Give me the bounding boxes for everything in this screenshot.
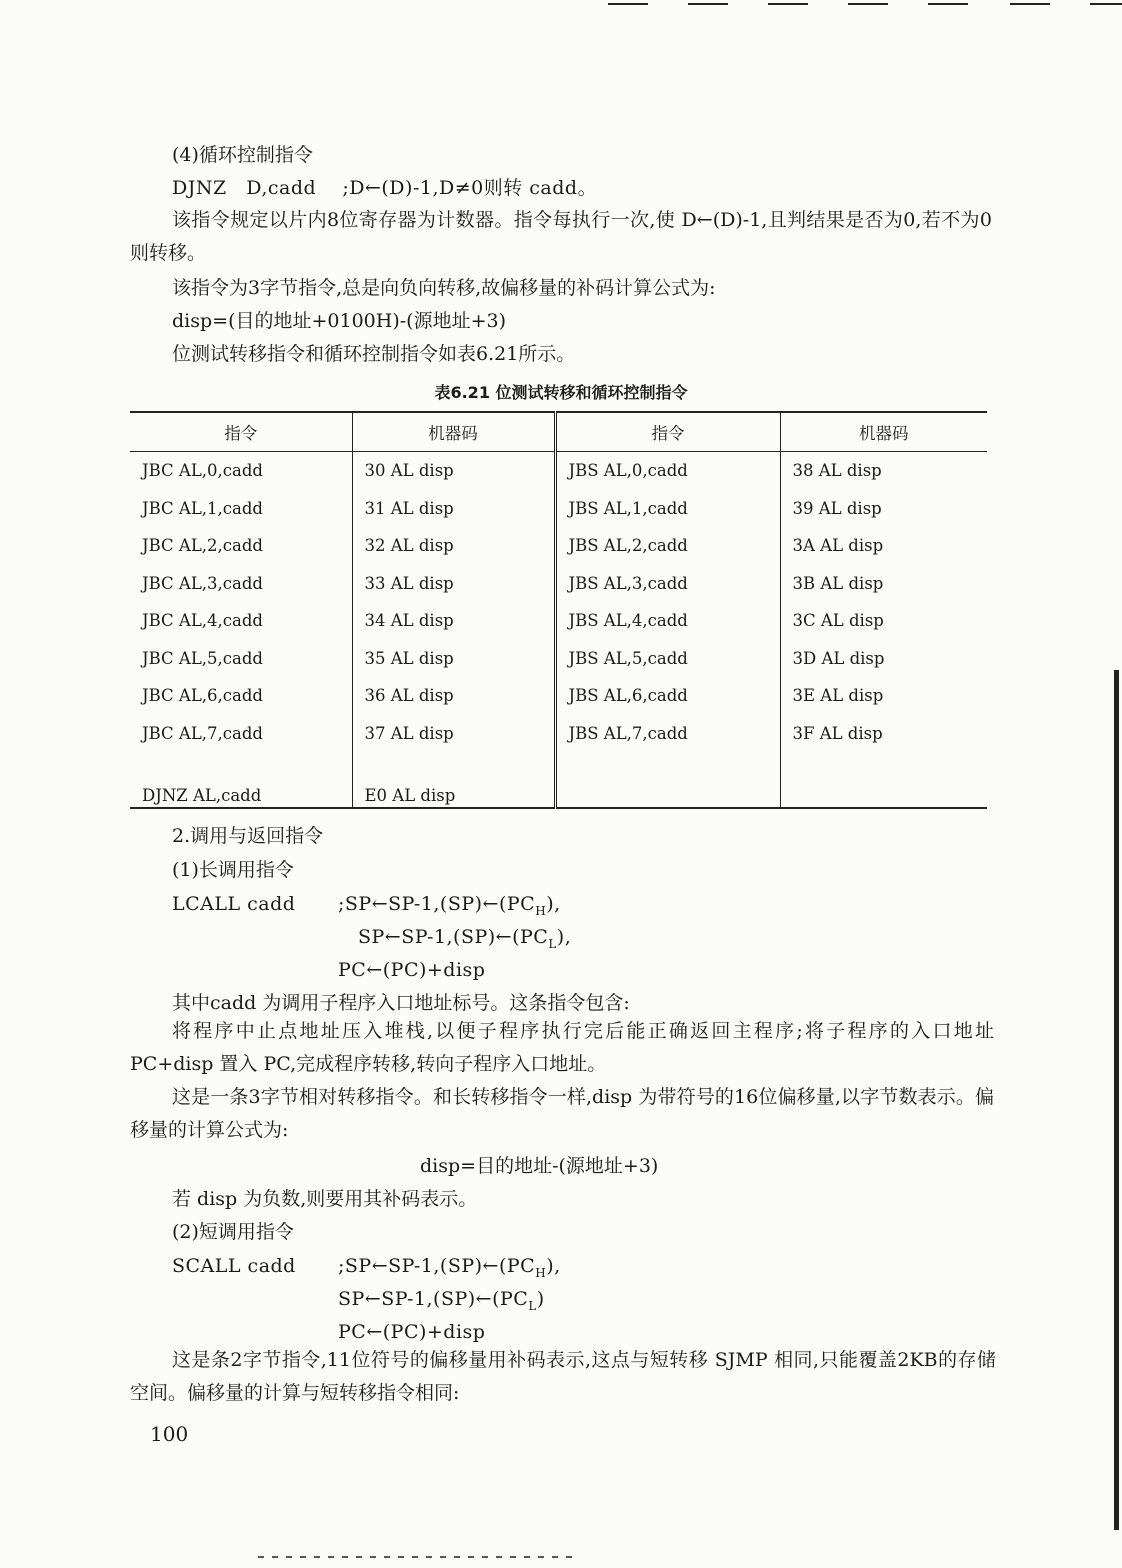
paragraph-push-stack: 将程序中止点地址压入堆栈,以便子程序执行完后能正确返回主程序;将子程序的入口地址 PC+disp 置入 PC,完成程序转移,转向子程序入口地址。 [130,1020,994,1075]
table-cell: JBC AL,6,cadd [142,686,263,706]
header-machine-code: 机器码 [352,412,555,452]
instruction-table [130,411,987,809]
lcall-line-2-end: ), [556,926,572,948]
paragraph-negative-disp: 若 disp 为负数,则要用其补码表示。 [172,1188,478,1210]
table-intro: 位测试转移指令和循环控制指令如表6.21所示。 [172,343,576,365]
subsection-long-call-title: (1)长调用指令 [172,859,294,881]
table-cell: 37 AL disp [352,715,555,753]
table-row [130,452,987,490]
table-cell: JBS AL,7,cadd [555,715,780,753]
table-cell: 3B AL disp [780,565,987,603]
table-cell: 3E AL disp [780,677,987,715]
scall-operation-line-3: PC←(PC)+disp [338,1321,486,1343]
table-cell: 34 AL disp [352,602,555,640]
disp-formula: disp=目的地址-(源地址+3) [420,1155,659,1177]
table-cell: JBS AL,4,cadd [555,602,780,640]
page-number: 100 [150,1422,189,1446]
scall-line-2-subscript: L [528,1298,537,1313]
table-cell: JBS AL,2,cadd [555,527,780,565]
scall-line-1-end: ), [546,1255,561,1277]
scall-line-1-text: ;SP←SP-1,(SP)←(PC [338,1255,536,1277]
djnz-syntax: DJNZ D,cadd ;D←(D)-1,D≠0则转 cadd。 [172,177,598,199]
scall-line-1-subscript: H [535,1265,547,1280]
table-caption: 表6.21 位测试转移和循环控制指令 [434,383,688,402]
scall-line-2-text: SP←SP-1,(SP)←(PC [338,1288,529,1310]
table-cell: 3F AL disp [780,715,987,753]
table-cell: JBS AL,0,cadd [555,452,780,490]
table-row [130,490,987,528]
table-cell: JBS AL,6,cadd [555,677,780,715]
table-cell: 30 AL disp [352,452,555,490]
subsection-short-call-title: (2)短调用指令 [172,1221,294,1243]
table-cell: JBC AL,7,cadd [142,723,263,743]
lcall-line-1-end: ), [546,893,561,915]
table-cell: 3C AL disp [780,602,987,640]
table-cell: 38 AL disp [780,452,987,490]
table-cell [555,752,780,808]
table-row [130,715,987,753]
table-cell: E0 AL disp [352,752,555,808]
table-cell: 32 AL disp [352,527,555,565]
table-cell [780,752,987,808]
top-edge-marks [600,0,1122,6]
lcall-line-1-subscript: H [535,903,547,918]
paragraph-djnz-description: 该指令规定以片内8位寄存器为计数器。指令每执行一次,使 D←(D)-1,且判结果是否为0,若不为0则转移。 [130,209,992,264]
table-row [130,752,987,808]
table-cell: 35 AL disp [352,640,555,678]
lcall-line-1-text: ;SP←SP-1,(SP)←(PC [338,893,536,915]
table-cell: JBC AL,5,cadd [142,648,263,668]
table-cell: JBS AL,3,cadd [555,565,780,603]
section-2-title: 2.调用与返回指令 [172,825,324,847]
lcall-operation-line-1 [338,892,561,923]
header-instruction: 指令 [130,412,352,452]
scall-operation-line-2 [338,1287,545,1318]
lcall-mnemonic: LCALL cadd [172,893,296,915]
scall-line-2-end: ) [536,1288,545,1310]
table-cell: JBC AL,3,cadd [142,573,263,593]
lcall-line-2-subscript: L [548,936,557,951]
table-row [130,527,987,565]
table-cell: 39 AL disp [780,490,987,528]
paragraph-cadd: 其中cadd 为调用子程序入口地址标号。这条指令包含: [172,992,630,1014]
table-row [130,565,987,603]
paragraph-djnz-offset: 该指令为3字节指令,总是向负向转移,故偏移量的补码计算公式为: [172,277,716,299]
table-cell: 3A AL disp [780,527,987,565]
table-row [130,602,987,640]
table-cell: JBC AL,4,cadd [142,611,263,631]
scall-mnemonic: SCALL cadd [172,1255,296,1277]
lcall-line-2-text: SP←SP-1,(SP)←(PC [358,926,549,948]
paragraph-short-call: 这是条2字节指令,11位符号的偏移量用补码表示,这点与短转移 SJMP 相同,只能覆盖2KB的存储空间。偏移量的计算与短转移指令相同: [130,1349,996,1404]
lcall-operation-line-2 [358,925,571,956]
header-machine-code: 机器码 [780,412,987,452]
scan-bottom-marks [258,1556,578,1558]
table-cell: 3D AL disp [780,640,987,678]
lcall-operation-line-3: PC←(PC)+disp [338,959,486,981]
scall-operation-line-1 [338,1254,561,1285]
table-cell: JBC AL,2,cadd [142,536,263,556]
section-4-title: (4)循环控制指令 [172,144,313,166]
table-cell: JBC AL,0,cadd [142,461,263,481]
header-instruction: 指令 [555,412,780,452]
paragraph-3-byte: 这是一条3字节相对转移指令。和长转移指令一样,disp 为带符号的16位偏移量,以字节数表示。偏移量的计算公式为: [130,1086,994,1141]
table-cell: 31 AL disp [352,490,555,528]
scan-edge-bar [1114,670,1119,1530]
table-cell: 36 AL disp [352,677,555,715]
table-cell: JBS AL,1,cadd [555,490,780,528]
table-row [130,640,987,678]
table-cell: 33 AL disp [352,565,555,603]
disp-formula-negative: disp=(目的地址+0100H)-(源地址+3) [172,310,506,332]
table-cell: JBS AL,5,cadd [555,640,780,678]
table-cell: DJNZ AL,cadd [130,752,352,808]
table-header-row [130,412,987,452]
table-cell: JBC AL,1,cadd [142,498,263,518]
table-row [130,677,987,715]
